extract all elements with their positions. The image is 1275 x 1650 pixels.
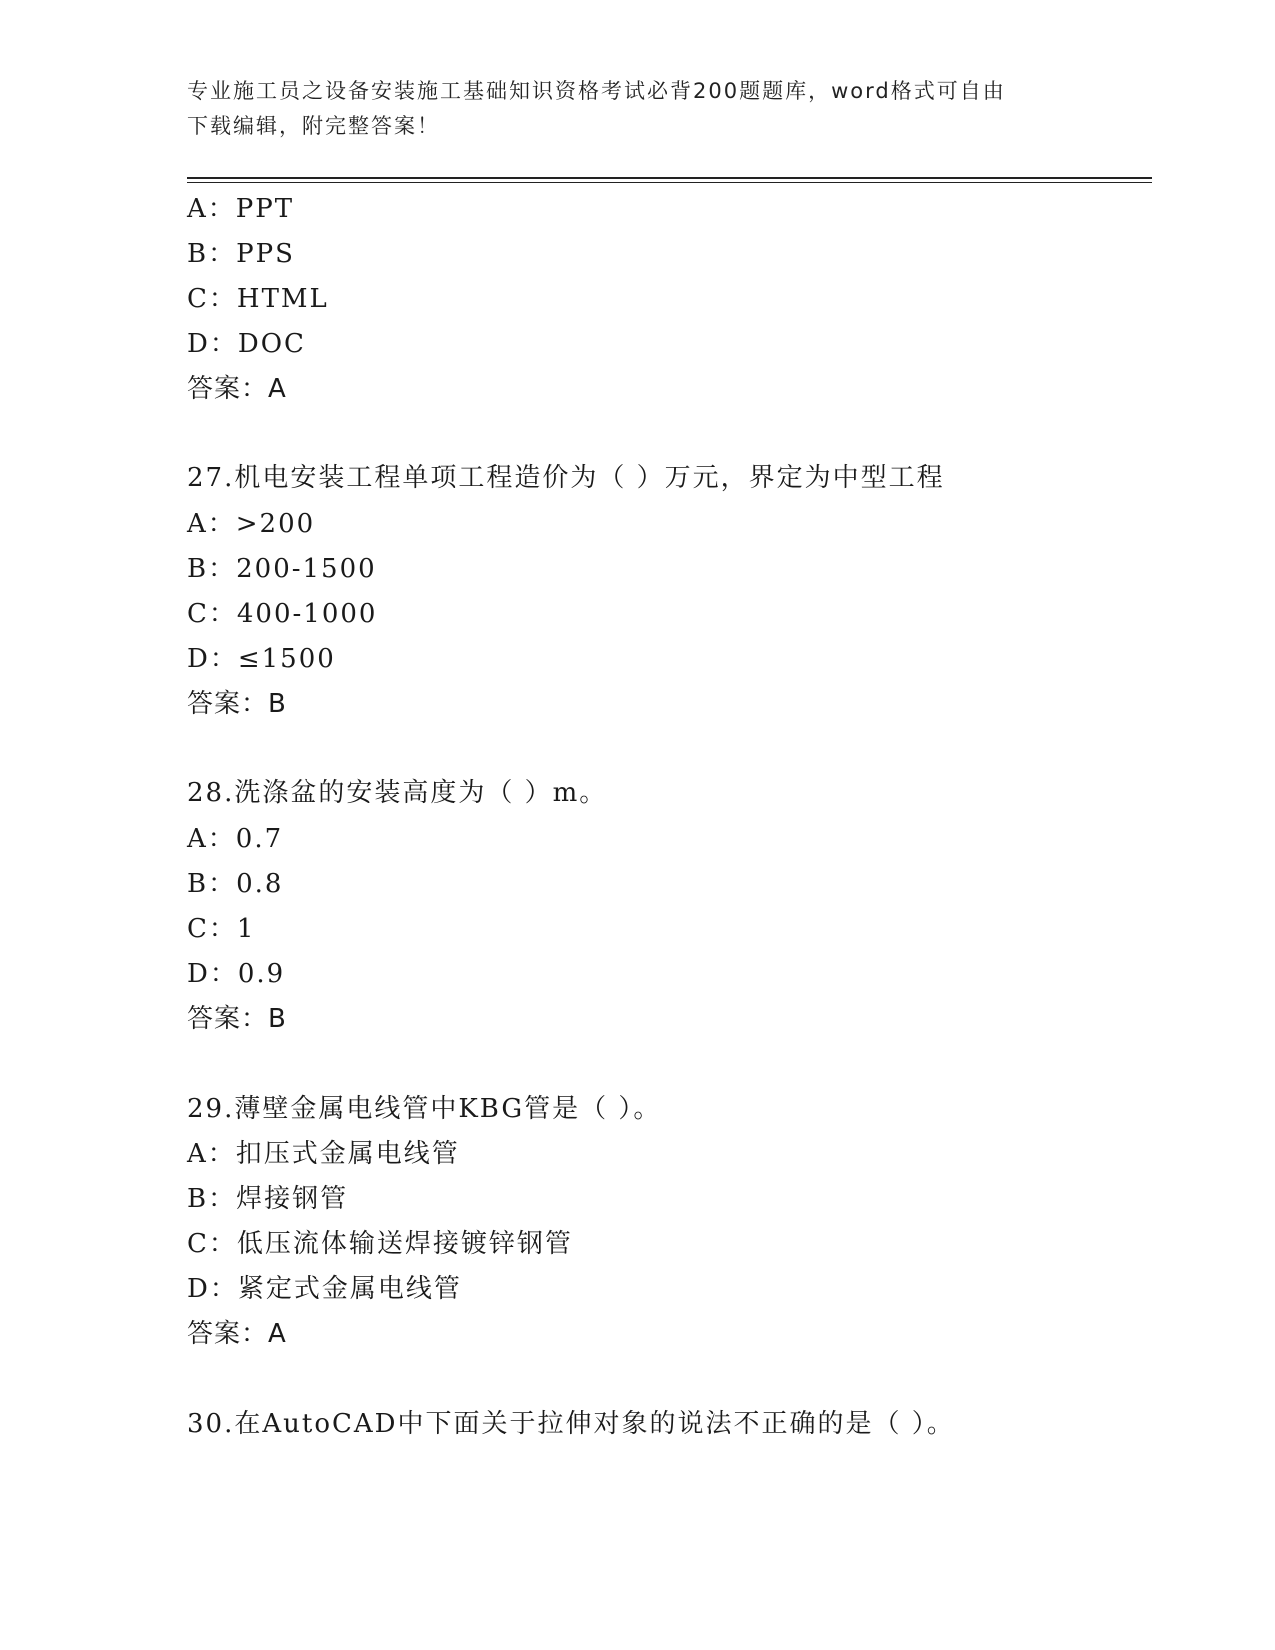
q27-answer: 答案：B [187,689,287,719]
q29-answer: 答案：A [187,1319,287,1349]
q29-option-c: C：低压流体输送焊接镀锌钢管 [187,1229,573,1259]
q27-option-b: B：200-1500 [187,554,377,584]
header-line-2: 下载编辑，附完整答案！ [187,114,440,138]
header-divider-thin [187,182,1152,183]
q29-question: 29.薄壁金属电线管中KBG管是（ ）。 [187,1094,662,1124]
q26-option-d: D：DOC [187,329,306,359]
q26-answer: 答案：A [187,374,287,404]
q28-option-b: B：0.8 [187,869,284,899]
header-divider-thick [187,177,1152,179]
header-line-1: 专业施工员之设备安装施工基础知识资格考试必背200题题库，word格式可自由 [187,79,1006,103]
q28-option-a: A：0.7 [187,824,284,854]
q27-option-d: D：≤1500 [187,644,336,674]
q29-option-b: B：焊接钢管 [187,1184,349,1214]
q29-option-a: A：扣压式金属电线管 [187,1139,460,1169]
q27-question: 27.机电安装工程单项工程造价为（ ）万元，界定为中型工程 [187,463,945,493]
q26-option-b: B：PPS [187,239,295,269]
q28-option-d: D：0.9 [187,959,286,989]
q30-question: 30.在AutoCAD中下面关于拉伸对象的说法不正确的是（ ）。 [187,1409,955,1439]
q26-option-c: C：HTML [187,284,329,314]
document-header [187,74,1067,144]
q26-option-a: A：PPT [187,194,295,224]
q28-answer: 答案：B [187,1004,287,1034]
q27-option-c: C：400-1000 [187,599,378,629]
q28-question: 28.洗涤盆的安装高度为（ ）m。 [187,778,608,808]
q28-option-c: C：1 [187,914,256,944]
q27-option-a: A：>200 [187,509,316,539]
q29-option-d: D：紧定式金属电线管 [187,1274,462,1304]
